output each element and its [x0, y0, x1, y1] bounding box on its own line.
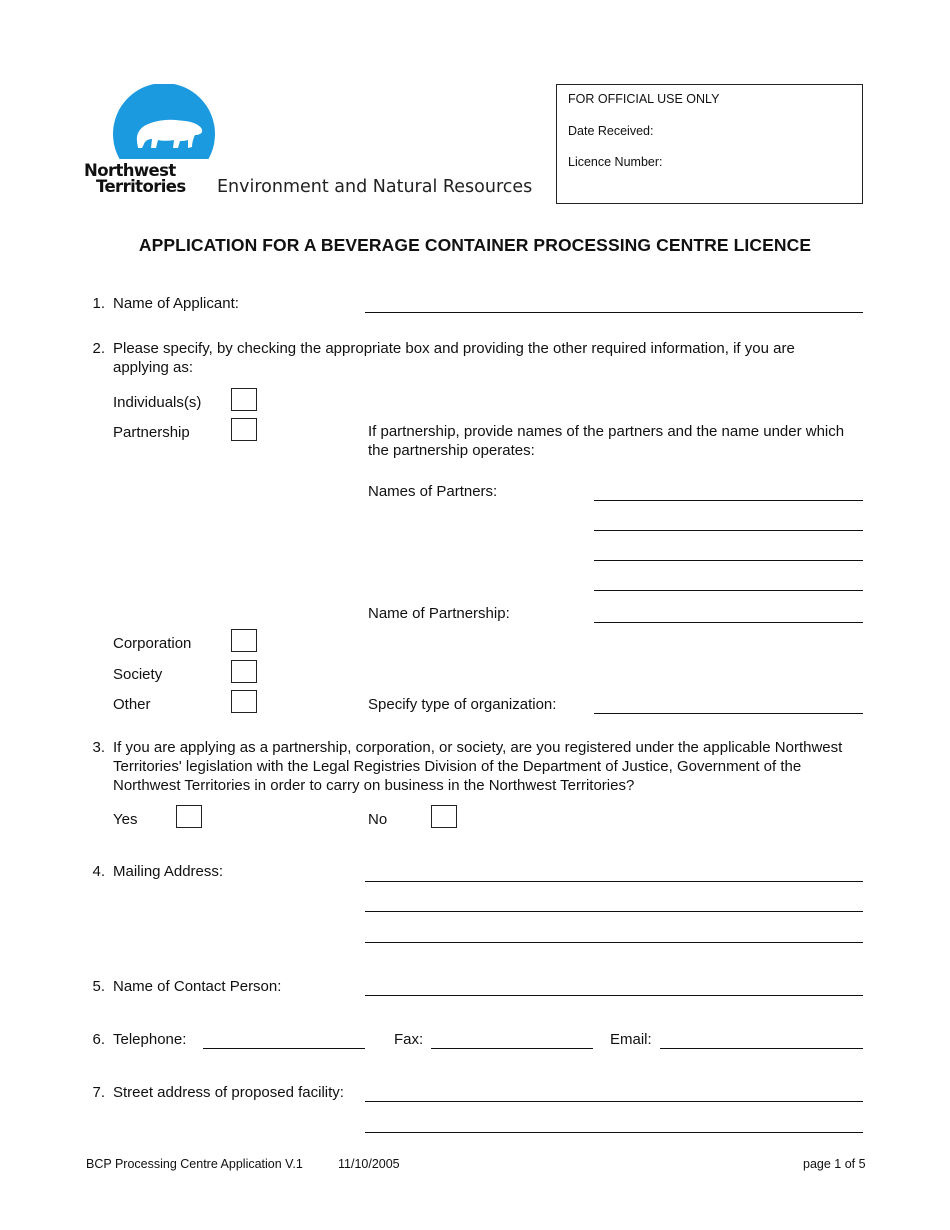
mailing-address-field-1[interactable] [365, 881, 863, 882]
yes-checkbox[interactable] [176, 805, 202, 828]
licence-number-label: Licence Number: [568, 155, 663, 169]
society-label: Society [113, 666, 163, 683]
partnership-checkbox[interactable] [231, 418, 257, 441]
fax-label: Fax: [394, 1031, 424, 1048]
official-use-title: FOR OFFICIAL USE ONLY [568, 92, 720, 106]
facility-address-field-1[interactable] [365, 1101, 863, 1102]
partnership-label: Partnership [113, 424, 190, 441]
facility-address-field-2[interactable] [365, 1132, 863, 1133]
q3-number: 3. [92, 739, 105, 756]
logo-text-territories: Territories [96, 177, 186, 196]
form-title: APPLICATION FOR A BEVERAGE CONTAINER PROCESSING CENTRE LICENCE [138, 235, 812, 255]
other-label: Other [113, 696, 151, 713]
footer-page-number: page 1 of 5 [803, 1157, 866, 1171]
no-label: No [368, 811, 388, 828]
footer-date: 11/10/2005 [338, 1157, 400, 1171]
partner-name-field-1[interactable] [594, 500, 863, 501]
corporation-label: Corporation [113, 635, 192, 652]
yes-label: Yes [113, 811, 138, 828]
name-of-partnership-label: Name of Partnership: [368, 605, 510, 622]
name-of-applicant-label: Name of Applicant: [113, 295, 239, 312]
q2-number: 2. [92, 340, 105, 357]
date-received-label: Date Received: [568, 124, 654, 138]
mailing-address-field-2[interactable] [365, 911, 863, 912]
partner-name-field-3[interactable] [594, 560, 863, 561]
facility-address-label: Street address of proposed facility: [113, 1084, 344, 1101]
fax-field[interactable] [431, 1048, 593, 1049]
society-checkbox[interactable] [231, 660, 257, 683]
organization-type-field[interactable] [594, 713, 863, 714]
contact-person-field[interactable] [365, 995, 863, 996]
gnwt-logo [84, 84, 224, 196]
q1-number: 1. [92, 295, 105, 312]
logo-text-northwest: Northwest [84, 161, 176, 180]
official-use-box [556, 84, 863, 204]
name-of-applicant-field[interactable] [365, 312, 863, 313]
email-field[interactable] [660, 1048, 863, 1049]
other-checkbox[interactable] [231, 690, 257, 713]
mailing-address-field-3[interactable] [365, 942, 863, 943]
partner-name-field-4[interactable] [594, 590, 863, 591]
registration-question: If you are applying as a partnership, corporation, or society, are you registered under the applicable Northwest Territories' legislation with the Legal Registries Division of the Department of Justice, Government of the Northwest Territories in order to carry on business in the Northwest Territories? [113, 739, 843, 794]
q7-number: 7. [92, 1084, 105, 1101]
q4-number: 4. [92, 863, 105, 880]
email-label: Email: [610, 1031, 652, 1048]
polar-bear-logo-icon [112, 84, 216, 168]
department-name: Environment and Natural Resources [217, 177, 533, 197]
footer-document-name: BCP Processing Centre Application V.1 [86, 1157, 303, 1171]
no-checkbox[interactable] [431, 805, 457, 828]
name-of-partnership-field[interactable] [594, 622, 863, 623]
partnership-note: If partnership, provide names of the partners and the name under which the partnership operates: [368, 423, 845, 459]
corporation-checkbox[interactable] [231, 629, 257, 652]
specify-type-label: Specify type of organization: [368, 696, 557, 713]
mailing-address-label: Mailing Address: [113, 863, 224, 880]
q6-number: 6. [92, 1031, 105, 1048]
individuals-label: Individuals(s) [113, 394, 202, 411]
contact-person-label: Name of Contact Person: [113, 978, 282, 995]
partner-name-field-2[interactable] [594, 530, 863, 531]
applicant-type-instructions: Please specify, by checking the appropriate box and providing the other required information, if you are applying as: [113, 340, 795, 376]
names-of-partners-label: Names of Partners: [368, 483, 498, 500]
telephone-label: Telephone: [113, 1031, 187, 1048]
q5-number: 5. [92, 978, 105, 995]
individuals-checkbox[interactable] [231, 388, 257, 411]
telephone-field[interactable] [203, 1048, 365, 1049]
